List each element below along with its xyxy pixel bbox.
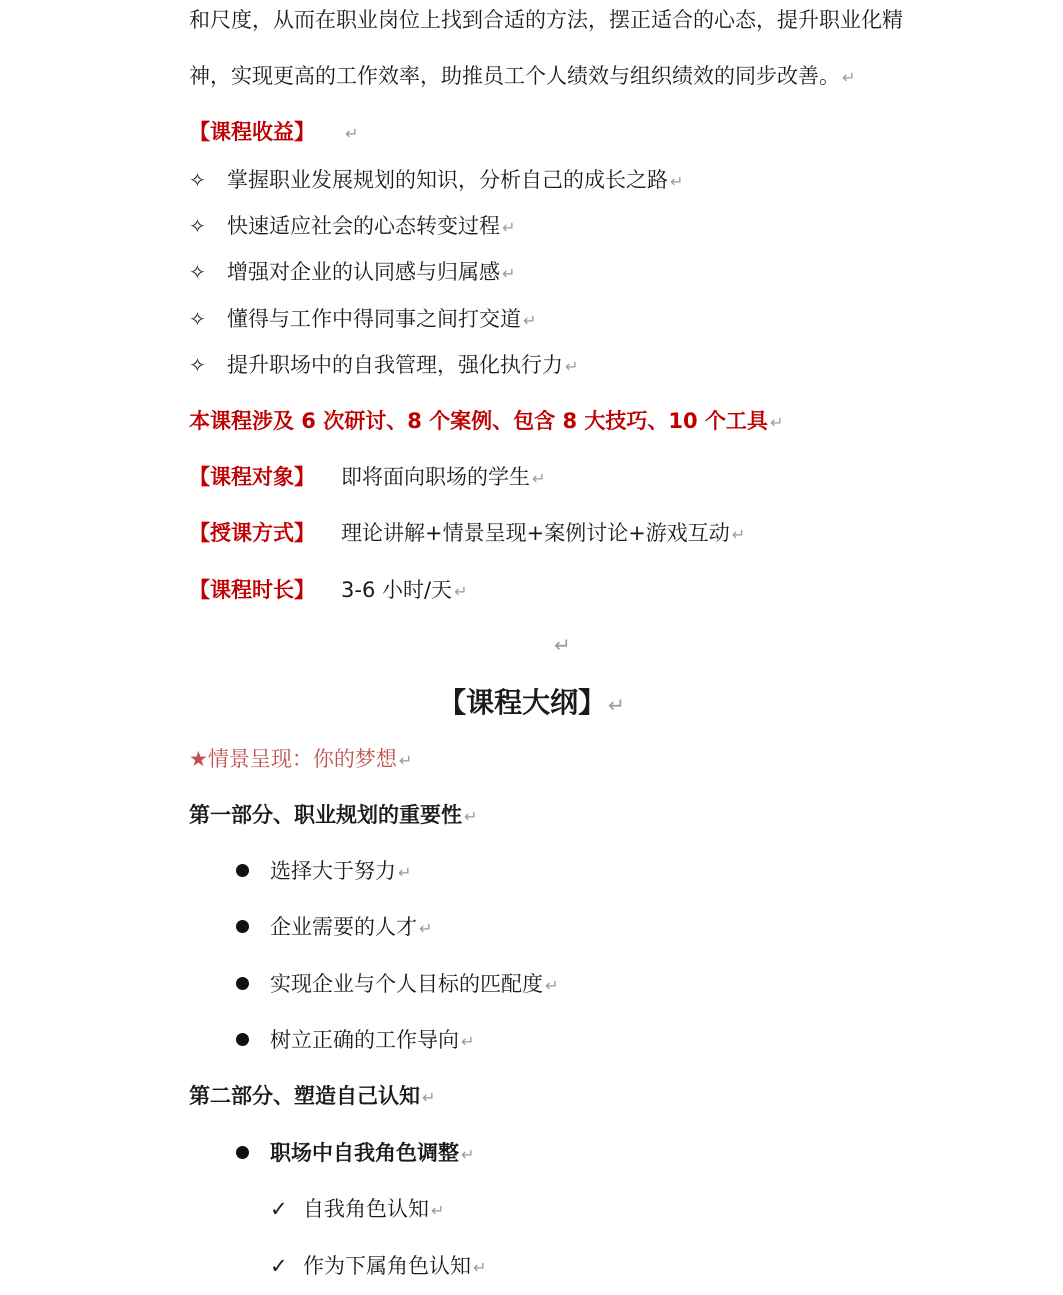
diamond-bullet-icon: ✧ <box>189 307 206 331</box>
scenario-line: ★情景呈现：你的梦想 ↵ <box>189 747 413 771</box>
bullet-dot-icon <box>236 864 249 877</box>
check-icon: ✓ <box>270 1197 288 1221</box>
diamond-bullet-icon: ✧ <box>189 168 206 192</box>
benefit-item: 增强对企业的认同感与归属感 ↵ <box>227 260 516 284</box>
part2-title: 第二部分、塑造自己认知 ↵ <box>189 1084 436 1108</box>
course-highlight: 本课程涉及 6 次研讨、8 个案例、包含 8 大技巧、10 个工具 ↵ <box>189 409 784 433</box>
diamond-bullet-icon: ✧ <box>189 353 206 377</box>
part1-item: 选择大于努力 ↵ <box>270 859 412 883</box>
part1-title: 第一部分、职业规划的重要性 ↵ <box>189 803 478 827</box>
intro-line-2: 神，实现更高的工作效率，助推员工个人绩效与组织绩效的同步改善。 ↵ <box>189 64 856 88</box>
benefits-heading: 【课程收益】 ↵ <box>189 120 359 144</box>
outline-title: 【课程大纲】 ↵ <box>438 686 625 719</box>
part2-check-item: 作为下属角色认知 ↵ <box>303 1254 487 1278</box>
part1-item: 企业需要的人才 ↵ <box>270 915 433 939</box>
benefit-item: 懂得与工作中得同事之间打交道 ↵ <box>227 307 537 331</box>
part1-item: 实现企业与个人目标的匹配度 ↵ <box>270 972 559 996</box>
intro-line-1: 和尺度，从而在职业岗位上找到合适的方法，摆正适合的心态，提升职业化精 <box>189 8 903 32</box>
bullet-dot-icon <box>236 977 249 990</box>
bullet-dot-icon <box>236 1033 249 1046</box>
benefit-item: 提升职场中的自我管理，强化执行力 ↵ <box>227 353 579 377</box>
bullet-dot-icon <box>236 920 249 933</box>
part2-check-item: 自我角色认知 ↵ <box>303 1197 445 1221</box>
benefit-item: 快速适应社会的心态转变过程 ↵ <box>227 214 516 238</box>
benefit-item: 掌握职业发展规划的知识，分析自己的成长之路 ↵ <box>227 168 684 192</box>
empty-paragraph-mark: ↵ <box>554 633 571 657</box>
part1-item: 树立正确的工作导向 ↵ <box>270 1028 475 1052</box>
check-icon: ✓ <box>270 1254 288 1278</box>
diamond-bullet-icon: ✧ <box>189 260 206 284</box>
info-method: 【授课方式】 理论讲解+情景呈现+案例讨论+游戏互动 ↵ <box>189 521 746 545</box>
info-duration: 【课程时长】 3-6 小时/天 ↵ <box>189 578 468 602</box>
diamond-bullet-icon: ✧ <box>189 214 206 238</box>
part2-subtitle: 职场中自我角色调整 ↵ <box>270 1141 475 1165</box>
bullet-dot-icon <box>236 1146 249 1159</box>
info-audience: 【课程对象】 即将面向职场的学生 ↵ <box>189 465 546 489</box>
